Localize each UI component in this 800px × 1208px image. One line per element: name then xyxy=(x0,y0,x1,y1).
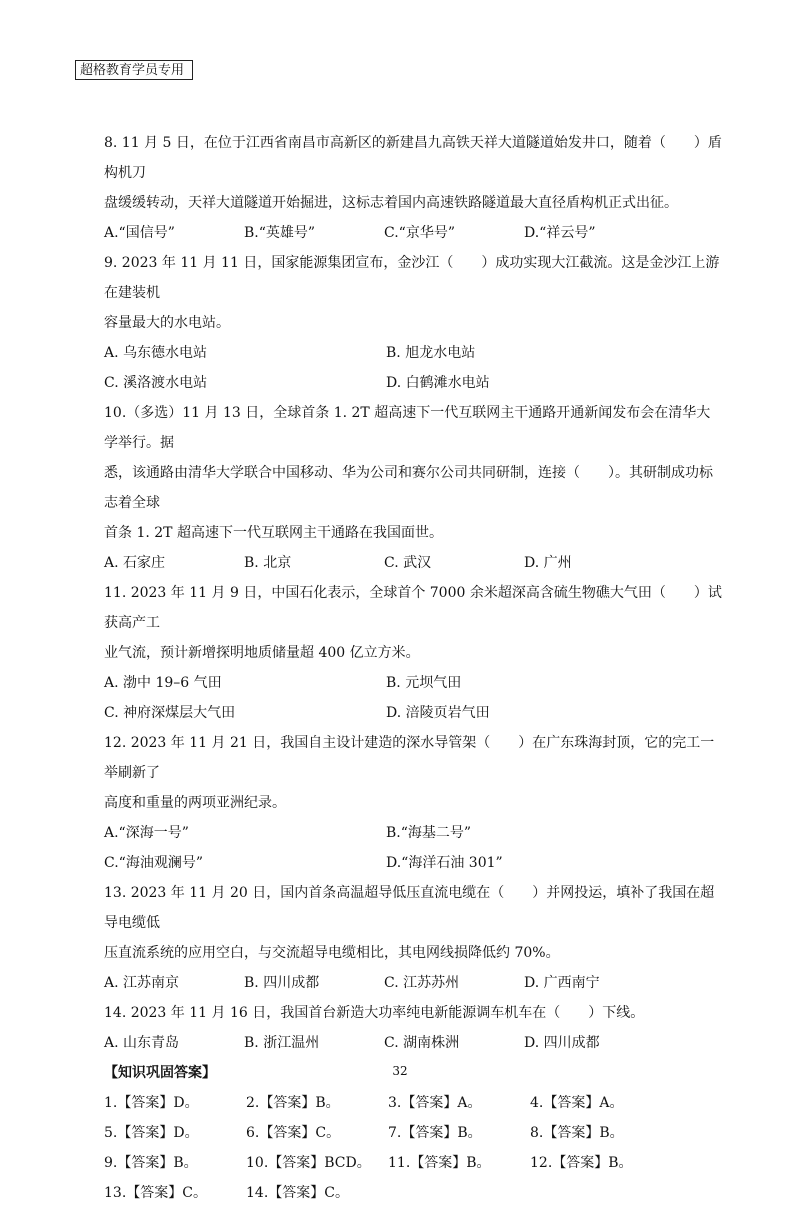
question-12 xyxy=(104,728,724,878)
options-grid xyxy=(104,668,724,728)
option-c: C. 江苏苏州 xyxy=(384,975,460,991)
options-row xyxy=(104,218,724,248)
answer-item: 14.【答案】C。 xyxy=(246,1185,349,1201)
option-c: C. 湖南株洲 xyxy=(384,1035,460,1051)
option-b: B. 旭龙水电站 xyxy=(386,345,476,361)
options-row xyxy=(104,1028,724,1058)
question-stem-line: 业气流，预计新增探明地质储量超 400 亿立方米。 xyxy=(104,645,420,661)
option-b: B. 浙江温州 xyxy=(244,1035,320,1051)
answer-item: 10.【答案】BCD。 xyxy=(246,1155,371,1171)
question-stem-line: 9. 2023 年 11 月 11 日，国家能源集团宣布，金沙江（ ）成功实现大江截流。这是金沙江上游在建装机 xyxy=(104,255,720,301)
answer-item: 13.【答案】C。 xyxy=(104,1185,207,1201)
question-8 xyxy=(104,128,724,248)
answer-item: 9.【答案】B。 xyxy=(104,1155,198,1171)
question-stem-line: 容量最大的水电站。 xyxy=(104,315,230,331)
option-a: A. 乌东德水电站 xyxy=(104,345,208,361)
option-a: A.“国信号” xyxy=(104,225,175,241)
question-stem-line: 11. 2023 年 11 月 9 日，中国石化表示，全球首个 7000 余米超深高含硫生物礁大气田（ ）试获高产工 xyxy=(104,585,722,631)
options-grid xyxy=(104,818,724,878)
options-row xyxy=(104,548,724,578)
question-stem-line: 12. 2023 年 11 月 21 日，我国自主设计建造的深水导管架（ ）在广东珠海封顶，它的完工一举刷新了 xyxy=(104,735,715,781)
option-d: D. 涪陵页岩气田 xyxy=(386,705,490,721)
option-c: C.“海油观澜号” xyxy=(104,855,203,871)
option-a: A. 石家庄 xyxy=(104,555,166,571)
option-a: A. 江苏南京 xyxy=(104,975,180,991)
option-b: B.“英雄号” xyxy=(244,225,316,241)
answer-item: 7.【答案】B。 xyxy=(388,1125,482,1141)
answer-item: 1.【答案】D。 xyxy=(104,1095,199,1111)
question-9 xyxy=(104,248,724,398)
option-b: B. 元坝气田 xyxy=(386,675,462,691)
option-d: D. 广西南宁 xyxy=(524,975,600,991)
answer-item: 8.【答案】B。 xyxy=(530,1125,624,1141)
option-b: B. 北京 xyxy=(244,555,292,571)
page-number: 32 xyxy=(392,1064,408,1078)
option-b: B.“海基二号” xyxy=(386,825,472,841)
answer-item: 5.【答案】D。 xyxy=(104,1125,199,1141)
question-stem-line: 8. 11 月 5 日，在位于江西省南昌市高新区的新建昌九高铁天祥大道隧道始发井口，随着（ ）盾构机刀 xyxy=(104,135,722,181)
option-c: C. 神府深煤层大气田 xyxy=(104,705,236,721)
option-c: C. 武汉 xyxy=(384,555,432,571)
answers-grid xyxy=(104,1088,724,1208)
option-d: D.“海洋石油 301” xyxy=(386,855,503,871)
document-content xyxy=(104,128,724,1208)
options-row xyxy=(104,968,724,998)
question-stem-line: 压直流系统的应用空白，与交流超导电缆相比，其电网线损降低约 70%。 xyxy=(104,945,560,961)
option-a: A. 山东青岛 xyxy=(104,1035,180,1051)
question-11 xyxy=(104,578,724,728)
option-b: B. 四川成都 xyxy=(244,975,320,991)
option-c: C.“京华号” xyxy=(384,225,455,241)
question-stem-line: 高度和重量的两项亚洲纪录。 xyxy=(104,795,286,811)
answers-section-title: 【知识巩固答案】 xyxy=(104,1065,216,1081)
question-stem-line: 14. 2023 年 11 月 16 日，我国首台新造大功率纯电新能源调车机车在（ ）下线。 xyxy=(104,1005,645,1021)
option-d: D. 广州 xyxy=(524,555,572,571)
answer-item: 2.【答案】B。 xyxy=(246,1095,340,1111)
option-a: A.“深海一号” xyxy=(104,825,189,841)
option-c: C. 溪洛渡水电站 xyxy=(104,375,208,391)
option-a: A. 渤中 19–6 气田 xyxy=(104,675,222,691)
question-stem-line: 盘缓缓转动，天祥大道隧道开始掘进，这标志着国内高速铁路隧道最大直径盾构机正式出征。 xyxy=(104,195,678,211)
option-d: D. 白鹤滩水电站 xyxy=(386,375,490,391)
question-13 xyxy=(104,878,724,998)
question-stem-line: 悉，该通路由清华大学联合中国移动、华为公司和赛尔公司共同研制，连接（ ）。其研制成功标志着全球 xyxy=(104,465,713,511)
answer-item: 6.【答案】C。 xyxy=(246,1125,341,1141)
options-grid xyxy=(104,338,724,398)
answer-item: 3.【答案】A。 xyxy=(388,1095,482,1111)
question-10 xyxy=(104,398,724,578)
answer-item: 4.【答案】A。 xyxy=(530,1095,624,1111)
question-stem-line: 10.（多选）11 月 13 日，全球首条 1. 2T 超高速下一代互联网主干通路开通新闻发布会在清华大学举行。据 xyxy=(104,405,711,451)
question-14 xyxy=(104,998,724,1058)
option-d: D.“祥云号” xyxy=(524,225,596,241)
question-stem-line: 13. 2023 年 11 月 20 日，国内首条高温超导低压直流电缆在（ ）并网投运，填补了我国在超导电缆低 xyxy=(104,885,715,931)
answer-item: 11.【答案】B。 xyxy=(388,1155,491,1171)
answer-item: 12.【答案】B。 xyxy=(530,1155,633,1171)
option-d: D. 四川成都 xyxy=(524,1035,600,1051)
header-label: 超格教育学员专用 xyxy=(75,60,193,80)
question-stem-line: 首条 1. 2T 超高速下一代互联网主干通路在我国面世。 xyxy=(104,525,443,541)
